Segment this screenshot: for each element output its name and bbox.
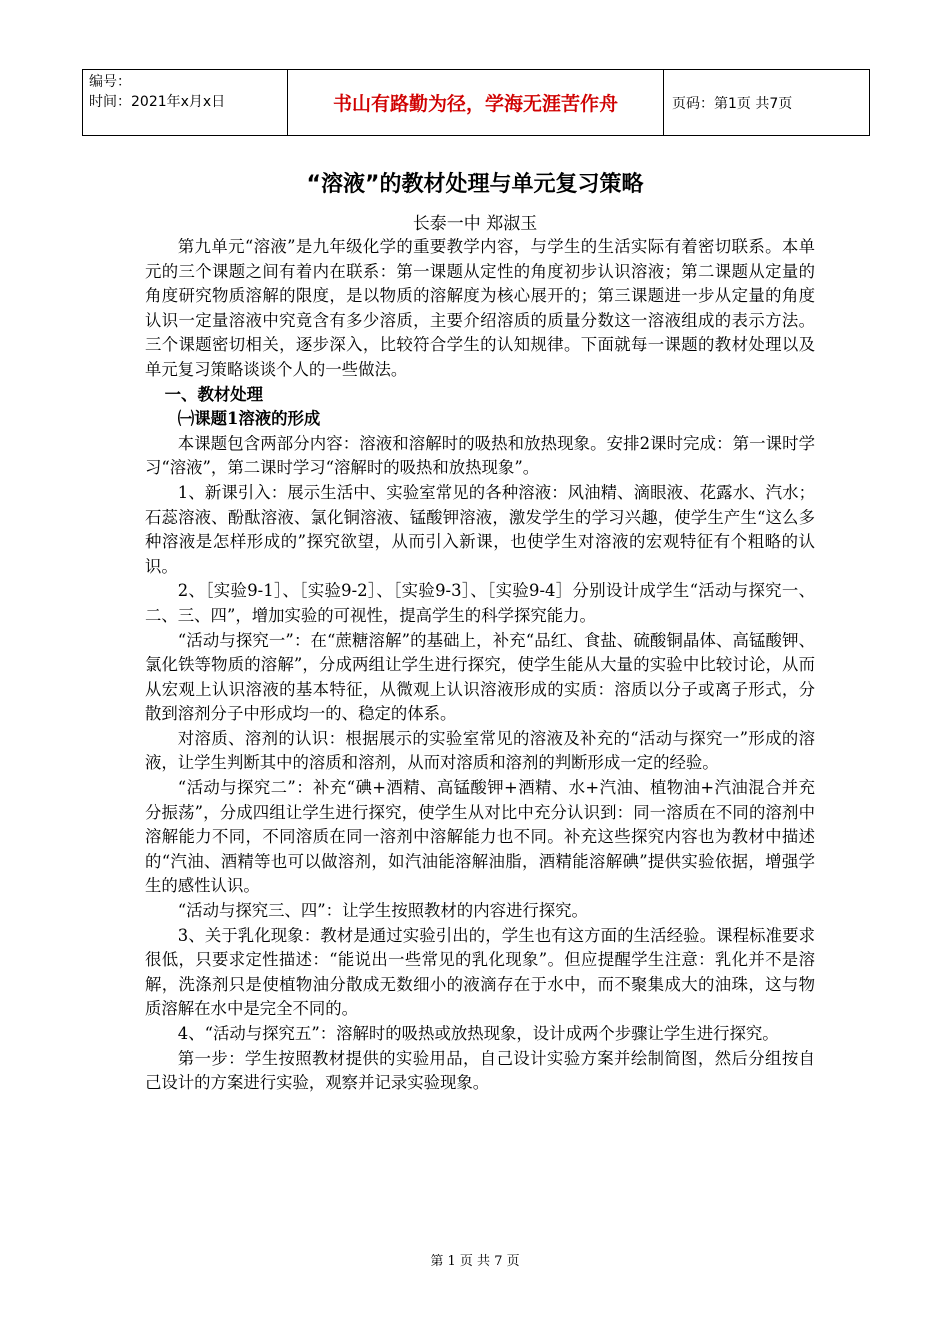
paragraph: 对溶质、溶剂的认识：根据展示的实验室常见的溶液及补充的“活动与探究一”形成的溶液，让学生判断其中的溶质和溶剂，从而对溶质和溶剂的判断形成一定的经验。 <box>145 728 815 773</box>
paragraph: “活动与探究一”：在“蔗糖溶解”的基础上，补充“品红、食盐、硫酸铜晶体、高锰酸钾、氯化铁等物质的溶解”，分成两组让学生进行探究，使学生能从大量的实验中比较讨论，从而从宏观上认识溶液的基本特征，从微观上认识溶液形成的实质：溶质以分子或离子形式，分散到溶剂分子中形成均一的、稳定的体系。 <box>145 630 815 724</box>
paragraph: 2、［实验9-1］、［实验9-2］、［实验9-3］、［实验9-4］分别设计成学生“活动与探究一、二、三、四”，增加实验的可视性，提高学生的科学探究能力。 <box>145 581 815 625</box>
document-author: 长泰一中 郑淑玉 <box>412 214 538 234</box>
document-header <box>82 69 870 136</box>
subsection-heading: ㈠课题1溶液的形成 <box>177 409 321 429</box>
document-title: “溶液”的教材处理与单元复习策略 <box>306 172 644 197</box>
doc-date-label: 时间：2021年x月x日 <box>89 94 226 110</box>
paragraph: 4、“活动与探究五”：溶解时的吸热或放热现象，设计成两个步骤让学生进行探究。 <box>177 1024 779 1043</box>
header-motto: 书山有路勤为径，学海无涯苦作舟 <box>288 70 664 136</box>
section-heading: 一、教材处理 <box>164 384 264 404</box>
paragraph: “活动与探究二”：补充“碘+酒精、高锰酸钾+酒精、水+汽油、植物油+汽油混合并充分振荡”，分成四组让学生进行探究，使学生从对比中充分认识到：同一溶质在不同的溶剂中溶解能力不同，不同溶质在同一溶剂中溶解能力也不同。补充这些探究内容也为教材中描述的“汽油、酒精等也可以做溶剂，如汽油能溶解油脂，酒精能溶解碘”提供实验依据，增强学生的感性认识。 <box>145 778 815 896</box>
header-meta-cell <box>83 70 288 136</box>
doc-number-label: 编号： <box>89 74 131 90</box>
page-footer: 第 1 页 共 7 页 <box>430 1254 520 1269</box>
paragraph: 本课题包含两部分内容：溶液和溶解时的吸热和放热现象。安排2课时完成：第一课时学习“溶液”，第二课时学习“溶解时的吸热和放热现象”。 <box>145 433 815 478</box>
paragraph: 3、关于乳化现象：教材是通过实验引出的，学生也有这方面的生活经验。课程标准要求很低，只要求定性描述：“能说出一些常见的乳化现象”。但应提醒学生注意：乳化并不是溶解，洗涤剂只是使植物油分散成无数细小的液滴存在于水中，而不聚集成大的油珠，这与物质溶解在水中是完全不同的。 <box>145 925 815 1019</box>
paragraph: 第九单元“溶液”是九年级化学的重要教学内容，与学生的生活实际有着密切联系。本单元的三个课题之间有着内在联系：第一课题从定性的角度初步认识溶液；第二课题从定量的角度研究物质溶解的限度，是以物质的溶解度为核心展开的；第三课题进一步从定量的角度认识一定量溶液中究竟含有多少溶质，主要介绍溶质的质量分数这一溶液组成的表示方法。三个课题密切相关，逐步深入，比较符合学生的认知规律。下面就每一课题的教材处理以及单元复习策略谈谈个人的一些做法。 <box>145 237 815 379</box>
document-body <box>145 235 815 1096</box>
paragraph: “活动与探究三、四”：让学生按照教材的内容进行探究。 <box>177 901 588 921</box>
paragraph: 第一步：学生按照教材提供的实验用品，自己设计实验方案并绘制简图，然后分组按自己设计的方案进行实验，观察并记录实验现象。 <box>145 1048 815 1093</box>
header-page-info: 页码：第1页 共7页 <box>664 70 870 136</box>
paragraph: 1、新课引入：展示生活中、实验室常见的各种溶液：风油精、滴眼液、花露水、汽水；石蕊溶液、酚酞溶液、氯化铜溶液、锰酸钾溶液，激发学生的学习兴趣，使学生产生“这么多种溶液是怎样形成的”探究欲望，从而引入新课，也使学生对溶液的宏观特征有个粗略的认识。 <box>145 482 815 576</box>
